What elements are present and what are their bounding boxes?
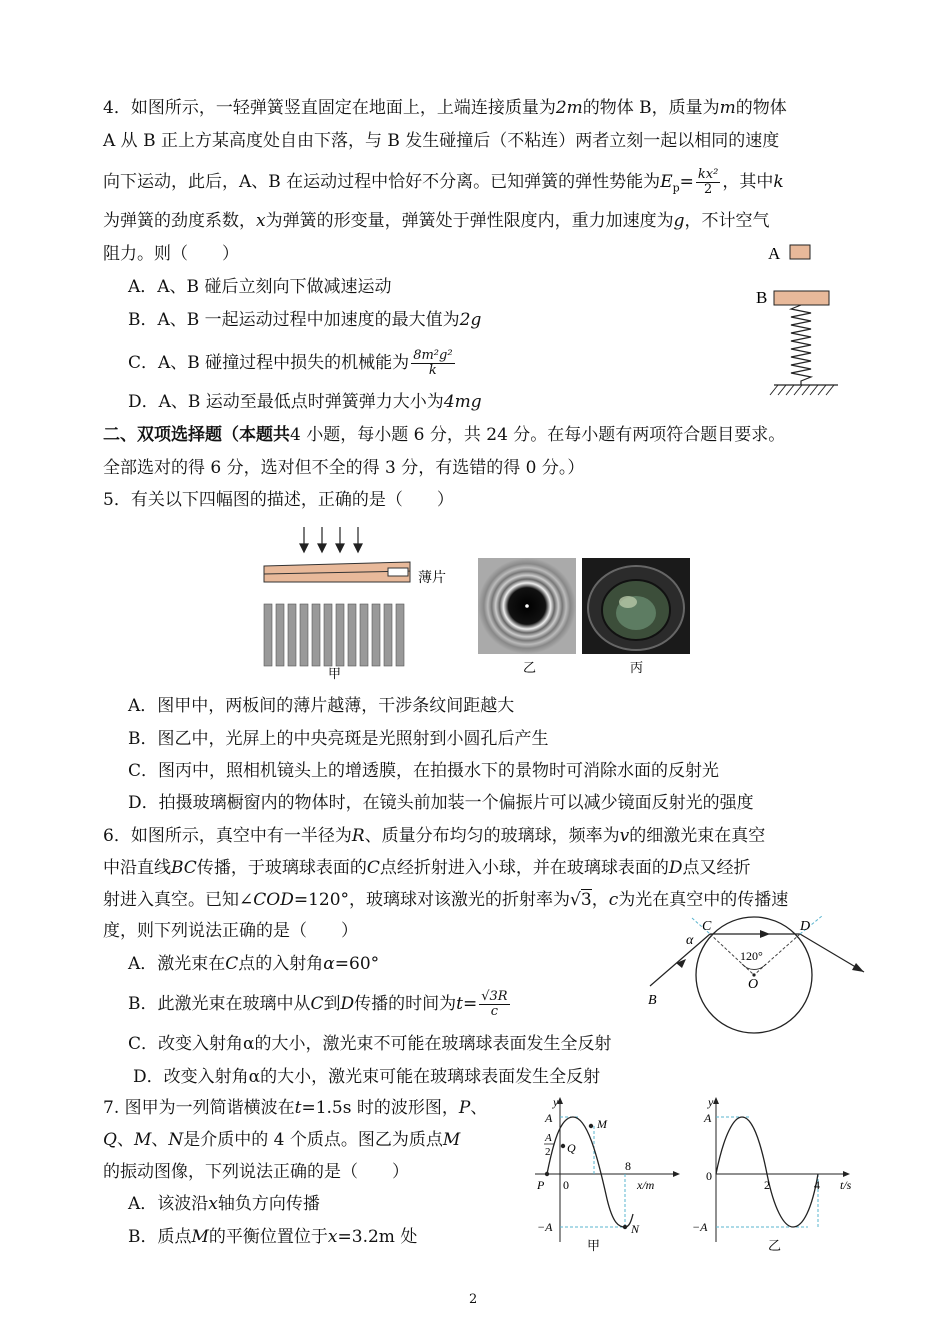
glass-sphere-figure (642, 920, 872, 1035)
q4-line-2: A 从 B 正上方某高度处自由下落，与 B 发生碰撞后（不粘连）两者立刻一起以相同的速度 (103, 131, 780, 151)
q6-option-d: D．改变入射角α的大小，激光束可能在玻璃球表面发生全反射 (133, 1067, 601, 1087)
thin-sheet-label: 薄片 (418, 571, 446, 586)
center-point (752, 973, 755, 976)
wave-graph-jia (525, 1094, 685, 1254)
y-label: y (553, 1095, 559, 1109)
alpha-label: α (686, 933, 694, 948)
tick-2: 2 (764, 1178, 770, 1192)
tick-a-yi: A (704, 1111, 712, 1125)
angle-120-label: 120° (740, 949, 763, 963)
label-p: P (537, 1178, 545, 1192)
q6-line-1: 6．如图所示，真空中有一半径为R、质量分布均匀的玻璃球，频率为v的细激光束在真空 (103, 826, 766, 846)
x-label: x/m (637, 1178, 655, 1192)
figure-bing (582, 558, 692, 678)
emergent-arrow (852, 963, 864, 972)
spring-figure (756, 240, 860, 405)
q5-option-a: A．图甲中，两板间的薄片越薄，干涉条纹间距越大 (128, 696, 515, 716)
point-p (545, 1172, 549, 1176)
q4-line-1: 4．如图所示，一轻弹簧竖直固定在地面上，上端连接质量为2m的物体 B，质量为m的物体 (103, 98, 787, 118)
figure-jia-caption-q7: 甲 (587, 1238, 601, 1253)
thin-sheet (388, 568, 408, 576)
figure-yi-caption: 乙 (523, 660, 537, 675)
incident-ray (650, 934, 710, 986)
center-o-label: O (748, 977, 759, 992)
point-m (589, 1124, 593, 1128)
q7-line-2: Q、M、N是介质中的 4 个质点。图乙为质点M (103, 1130, 461, 1150)
angle-arc (742, 964, 766, 969)
q5-stem: 5．有关以下四幅图的描述，正确的是（ ） (103, 490, 454, 510)
tick-half-a-den: 2 (545, 1146, 551, 1158)
incident-arrow (676, 959, 686, 968)
q5-option-c: C．图丙中，照相机镜头上的增透膜，在拍摄水下的景物时可消除水面的反射光 (128, 761, 720, 781)
q7-line-3: 的振动图像，下列说法正确的是（ ） (103, 1162, 409, 1182)
point-n (623, 1225, 627, 1229)
q6-option-c: C．改变入射角α的大小，激光束不可能在玻璃球表面发生全反射 (128, 1034, 612, 1054)
vibration-graph-yi (692, 1094, 870, 1254)
q4-line-5: 阻力。则（ ） (103, 244, 239, 264)
interference-fringes (264, 604, 404, 666)
q6-option-a: A．激光束在C点的入射角α=60° (128, 954, 380, 974)
q5-option-b: B．图乙中，光屏上的中央亮斑是光照射到小圆孔后产生 (128, 729, 549, 749)
q4-option-b: B．A、B 一起运动过程中加速度的最大值为2g (128, 310, 482, 330)
central-bright-spot (525, 604, 529, 608)
sqrt-3: √3 (570, 890, 592, 910)
tick-half-a-num: A (545, 1132, 552, 1144)
label-n: N (631, 1222, 640, 1236)
figure-bing-caption: 丙 (630, 660, 644, 675)
q4-option-a: A．A、B 碰后立刻向下做减速运动 (128, 277, 392, 297)
point-q (561, 1144, 565, 1148)
vibration-curve (716, 1117, 818, 1227)
spring-coil (791, 305, 811, 385)
q6-line-2: 中沿直线BC传播，于玻璃球表面的C点经折射进入小球，并在玻璃球表面的D点又经折 (103, 858, 751, 878)
tick-0-yi: 0 (706, 1169, 712, 1183)
tick-neg-a: −A (537, 1220, 553, 1234)
light-arrows (300, 527, 362, 552)
section-2-line-2: 全部选对的得 6 分，选对但不全的得 3 分，有选错的得 0 分。） (103, 458, 585, 478)
energy-fraction: $\frac{\text{8m²g²}}{k}$ (413, 348, 453, 378)
ground-hatch (770, 385, 834, 395)
section-2-line-1: 二、双项选择题（本题共4 小题，每小题 6 分，共 24 分。在每小题有两项符合题目要求。 (103, 425, 786, 445)
lens-highlight (619, 596, 637, 608)
label-m: M (597, 1117, 607, 1131)
q4-line-3: 向下运动，此后，A、B 在运动过程中恰好不分离。已知弹簧的弹性势能为$E_p=$ $\frac{\text{kx²}}{2}$ ，其中k (103, 167, 784, 197)
figure-jia (258, 524, 458, 684)
q4-option-d: D．A、B 运动至最低点时弹簧弹力大小为4mg (128, 392, 482, 412)
label-q: Q (567, 1141, 576, 1155)
point-d-label: D (800, 919, 811, 934)
ep-fraction: $\frac{\text{kx²}}{2}$ (697, 167, 719, 197)
y-label-yi: y (708, 1095, 714, 1109)
tick-8: 8 (625, 1159, 631, 1173)
q7-line-1: 7. 图甲为一列简谐横波在t=1.5s 时的波形图，P、 (103, 1098, 488, 1118)
point-b-label: B (648, 993, 657, 1008)
block-b-label: B (756, 288, 768, 307)
q7-option-a: A．该波沿x轴负方向传播 (128, 1194, 320, 1214)
figure-yi (478, 558, 578, 678)
figure-jia-caption: 甲 (328, 666, 342, 681)
q6-line-4: 度，则下列说法正确的是（ ） (103, 921, 358, 941)
q7-option-b: B．质点M的平衡位置位于x=3.2m 处 (128, 1227, 418, 1247)
tick-0: 0 (563, 1178, 569, 1192)
time-fraction: $\frac{√3R}{c}$ (481, 989, 508, 1019)
block-a (790, 245, 810, 259)
tick-neg-a-yi: −A (692, 1220, 708, 1234)
q4-option-c: C．A、B 碰撞过程中损失的机械能为 $\frac{\text{8m²g²}}{k}$ (128, 348, 453, 378)
figure-yi-caption-q7: 乙 (768, 1238, 782, 1253)
q5-option-d: D．拍摄玻璃橱窗内的物体时，在镜头前加装一个偏振片可以减少镜面反射光的强度 (128, 793, 754, 813)
block-a-label: A (768, 244, 781, 263)
point-c-label: C (702, 919, 712, 934)
q6-line-3: 射进入真空。已知∠COD=120°，玻璃球对该激光的折射率为√3，c为光在真空中的传播速 (103, 890, 789, 910)
inner-arrow (760, 930, 770, 938)
tick-4: 4 (814, 1178, 820, 1192)
t-label: t/s (840, 1178, 852, 1192)
q4-line-4: 为弹簧的劲度系数，x为弹簧的形变量，弹簧处于弹性限度内，重力加速度为g，不计空气 (103, 211, 770, 231)
tick-a: A (545, 1111, 553, 1125)
q6-option-b: B．此激光束在玻璃中从C到D传播的时间为t= $\frac{√3R}{c}$ (128, 989, 508, 1019)
page-number: 2 (469, 1292, 478, 1307)
block-b (774, 291, 829, 305)
